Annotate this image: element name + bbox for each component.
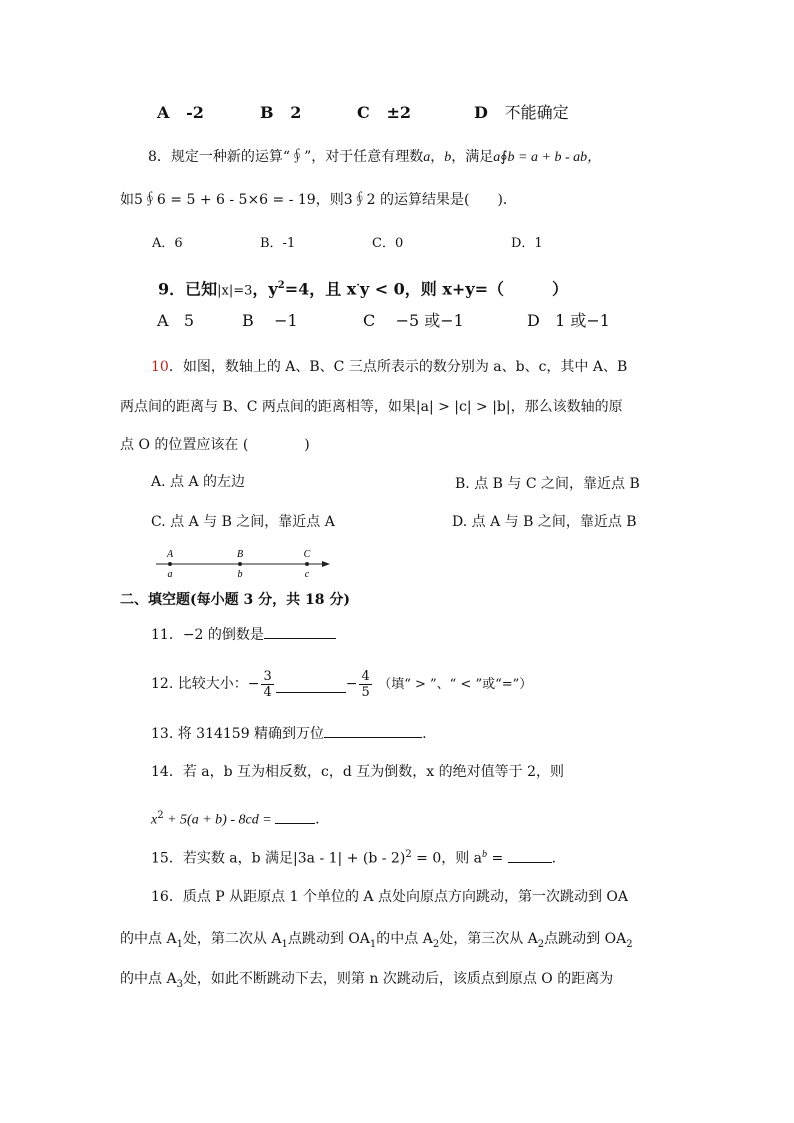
q13: 13. 将 314159 精确到万位 .: [151, 721, 427, 744]
q8-option-b: B．‑1: [260, 236, 296, 251]
q8-option-c: C．0: [372, 236, 404, 251]
q15-answer-blank[interactable]: [508, 846, 552, 863]
value-c-label: c: [304, 569, 310, 580]
q11: 11．−2 的倒数是: [151, 622, 336, 645]
q11-answer-blank[interactable]: [264, 622, 336, 639]
q10-stem-line1: 10．如图，数轴上的 A、B、C 三点所表示的数分别为 a、b、c，其中 A、B: [151, 359, 628, 375]
q12-answer-blank[interactable]: [276, 676, 346, 693]
point-c-dot: [305, 562, 309, 566]
q8-stem-line2: 如5∮6 = 5 + 6 ‑ 5×6 = ‑ 19，则3∮2 的运算结果是( )．: [120, 192, 517, 208]
q12-fraction-1: $\frac{3}{4}$: [263, 668, 272, 700]
value-b-label: b: [237, 569, 243, 580]
value-a-label: a: [167, 569, 173, 580]
q14-line1: 14．若 a，b 互为相反数，c，d 互为倒数，x 的绝对值等于 2，则: [151, 764, 564, 780]
q9-option-a: A 5: [157, 311, 195, 330]
q10-option-d: D. 点 A 与 B 之间，靠近点 B: [452, 514, 637, 530]
q16-line1: 16．质点 P 从距原点 1 个单位的 A 点处向原点方向跳动，第一次跳动到 OA: [151, 889, 628, 905]
q14-line2: $x^2 + 5(a + b)$ ‑ 8cd = .: [151, 806, 320, 831]
q8-stem-line1: 8．规定一种新的运算“∮”，对于任意有理数a，b，满足a∮b = a + b ‑ ab，: [148, 149, 602, 165]
q9-option-c: C −5 或−1: [363, 311, 464, 330]
q7-option-c: C ±2: [357, 103, 411, 122]
q8-option-d: D．1: [511, 236, 543, 251]
point-a-dot: [168, 562, 172, 566]
q15: 15．若实数 a，b 满足|3a ‑ 1| + (b ‑ 2)$^2$ = 0，则 $a^b$ = .: [151, 845, 556, 869]
q12-fraction-2: $\frac{4}{5}$: [361, 668, 370, 700]
q10-stem-line3: 点 O 的位置应该在 ( ): [120, 437, 310, 453]
q14-answer-blank[interactable]: [275, 807, 315, 824]
q13-answer-blank[interactable]: [324, 721, 422, 738]
q8-operator: ∮: [290, 149, 305, 165]
q7-option-b: B 2: [260, 103, 302, 122]
q8-option-a: A．6: [152, 236, 183, 251]
q9-stem: 9．已知|x|=3，$y^2=4$，且 x·y < 0，则 x+y=（ ）: [158, 279, 569, 299]
q16-line2: 的中点 $A_1$处，第二次从 $A_1$点跳动到 $OA_1$的中点 $A_2$处，第三次从 $A_2$点跳动到 $OA_2$: [120, 931, 633, 950]
q12: 12. 比较大小：− $\frac{3}{4}$ − $\frac{4}{5}$ （填“ > ”、“ < ”或“=”）: [151, 668, 533, 700]
q7-option-a: A -2: [157, 103, 204, 122]
number-line-arrow-icon: [322, 561, 330, 567]
q9-option-d: D 1 或−1: [527, 311, 610, 330]
q10-option-c: C. 点 A 与 B 之间，靠近点 A: [151, 514, 335, 530]
point-b-dot: [238, 562, 242, 566]
q9-option-b: B −1: [242, 311, 298, 330]
number-line-figure: [150, 545, 340, 581]
q10-option-b: B. 点 B 与 C 之间，靠近点 B: [455, 476, 640, 492]
q16-line3: 的中点 $A_3$处，如此不断跳动下去，则第 n 次跳动后，该质点到原点 O 的距离为: [120, 971, 614, 990]
q10-stem-line2: 两点间的距离与 B、C 两点间的距离相等，如果|a| > |c| > |b|，那么该数轴的原: [120, 399, 623, 415]
q10-option-a: A. 点 A 的左边: [151, 474, 246, 490]
point-a-label: A: [166, 549, 174, 560]
point-c-label: C: [303, 549, 311, 560]
point-b-label: B: [236, 549, 244, 560]
section-2-title: 二、填空题(每小题 3 分，共 18 分): [120, 592, 350, 608]
q7-option-d: D 不能确定: [474, 103, 569, 122]
